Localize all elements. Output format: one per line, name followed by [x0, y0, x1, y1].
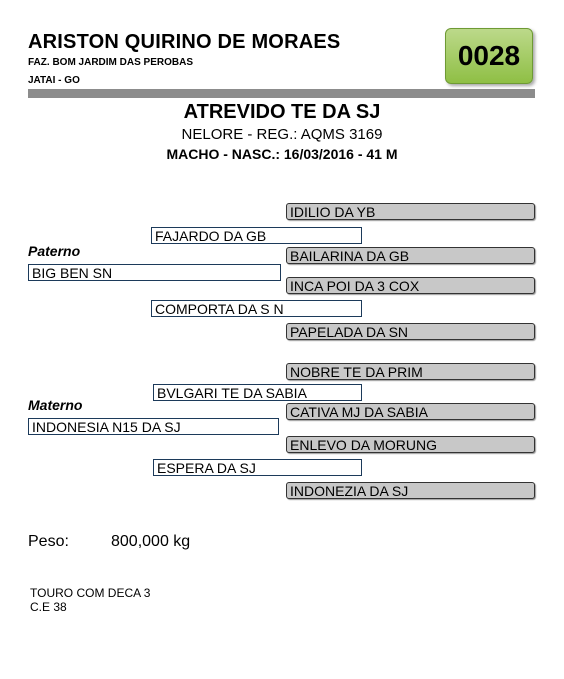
paternal-label: Paterno [28, 243, 81, 259]
maternal-label: Materno [28, 397, 83, 413]
maternal-grandsire-dam: CATIVA MJ DA SABIA [286, 403, 535, 420]
maternal-grandsire-sire: NOBRE TE DA PRIM [286, 363, 535, 380]
farm-name: FAZ. BOM JARDIM DAS PEROBAS [28, 57, 194, 68]
maternal-granddam: ESPERA DA SJ [153, 459, 362, 476]
sire: BIG BEN SN [28, 264, 281, 281]
animal-name: ATREVIDO TE DA SJ [183, 101, 381, 123]
weight-value: 800,000 kg [111, 533, 191, 550]
paternal-granddam: COMPORTA DA S N [151, 300, 362, 317]
note-line-2: C.E 38 [30, 600, 67, 614]
paternal-grandsire-dam: BAILARINA DA GB [286, 247, 535, 264]
paternal-granddam-dam: PAPELADA DA SN [286, 323, 535, 340]
paternal-grandsire-sire: IDILIO DA YB [286, 203, 535, 220]
sex-birth-age: MACHO - NASC.: 16/03/2016 - 41 M [166, 146, 398, 162]
maternal-granddam-dam: INDONEZIA DA SJ [286, 482, 535, 499]
dam: INDONESIA N15 DA SJ [28, 418, 279, 435]
paternal-granddam-sire: INCA POI DA 3 COX [286, 277, 535, 294]
maternal-granddam-sire: ENLEVO DA MORUNG [286, 436, 535, 453]
breed-registration: NELORE - REG.: AQMS 3169 [181, 126, 383, 143]
paternal-grandsire: FAJARDO DA GB [151, 227, 362, 244]
lot-number: 0028 [457, 40, 521, 71]
note-line-1: TOURO COM DECA 3 [30, 586, 151, 600]
header-divider [28, 89, 535, 98]
lot-badge [445, 28, 533, 84]
maternal-grandsire: BVLGARI TE DA SABIA [153, 384, 362, 401]
owner-name: ARISTON QUIRINO DE MORAES [28, 31, 341, 53]
city-state: JATAI - GO [28, 75, 80, 86]
weight-label: Peso: [28, 533, 69, 550]
